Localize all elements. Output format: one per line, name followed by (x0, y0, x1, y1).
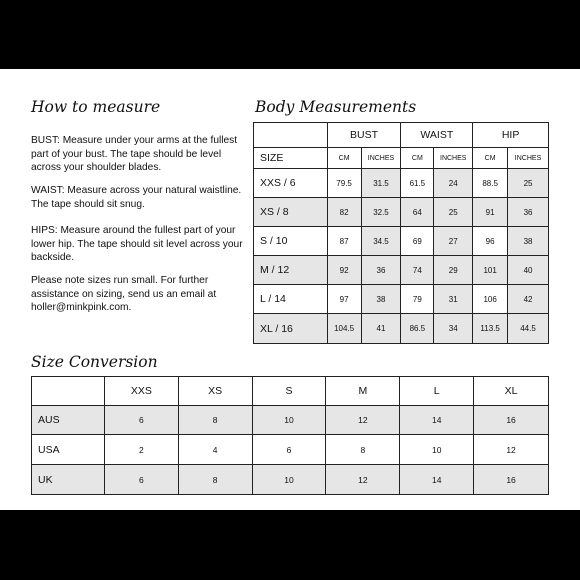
group-hip: HIP (473, 123, 549, 148)
conversion-cell: 8 (178, 465, 252, 495)
measurement-cell: 74 (401, 256, 434, 285)
size-label: M / 12 (254, 256, 328, 285)
corner-cell (254, 123, 328, 148)
size-header: XL (474, 377, 549, 406)
table-row (254, 169, 549, 198)
conversion-cell: 16 (474, 465, 549, 495)
measurement-cell: 101 (473, 256, 508, 285)
measurement-cell: 97 (327, 285, 361, 314)
measurement-cell: 69 (401, 227, 434, 256)
measurement-cell: 86.5 (401, 314, 434, 344)
conversion-cell: 6 (252, 435, 326, 465)
table-row (32, 435, 549, 465)
measurement-cell: 34 (434, 314, 473, 344)
body-measurements-title: Body Measurements (255, 98, 417, 116)
conversion-cell: 2 (104, 435, 178, 465)
unit-header: CM (327, 148, 361, 169)
unit-header: INCHES (361, 148, 401, 169)
size-header: XXS (104, 377, 178, 406)
measurement-cell: 38 (508, 227, 549, 256)
measurement-cell: 91 (473, 198, 508, 227)
measurement-cell: 44.5 (508, 314, 549, 344)
table-row (254, 256, 549, 285)
unit-header: CM (401, 148, 434, 169)
conversion-cell: 16 (474, 406, 549, 435)
conversion-cell: 8 (178, 406, 252, 435)
size-label: L / 14 (254, 285, 328, 314)
measurement-cell: 61.5 (401, 169, 434, 198)
size-label: XXS / 6 (254, 169, 328, 198)
measurement-cell: 38 (361, 285, 401, 314)
units-header-row (254, 148, 549, 169)
unit-header: INCHES (434, 148, 473, 169)
measurement-cell: 64 (401, 198, 434, 227)
bust-instructions: BUST: Measure under your arms at the fullest part of your bust. The tape should be level across your shoulder blades. (31, 135, 238, 173)
group-waist: WAIST (401, 123, 473, 148)
size-conversion-table (31, 376, 549, 495)
size-label: XS / 8 (254, 198, 328, 227)
measurement-cell: 25 (508, 169, 549, 198)
measurement-cell: 36 (508, 198, 549, 227)
size-header: L (400, 377, 474, 406)
conversion-cell: 10 (252, 406, 326, 435)
size-column-header: SIZE (254, 148, 328, 169)
measurement-cell: 24 (434, 169, 473, 198)
measurement-cell: 40 (508, 256, 549, 285)
measurement-cell: 79.5 (327, 169, 361, 198)
size-header: XS (178, 377, 252, 406)
measurement-cell: 31 (434, 285, 473, 314)
measurement-cell: 96 (473, 227, 508, 256)
size-header: M (326, 377, 400, 406)
measurement-cell: 106 (473, 285, 508, 314)
conversion-cell: 8 (326, 435, 400, 465)
conversion-cell: 4 (178, 435, 252, 465)
measurement-cell: 34.5 (361, 227, 401, 256)
conversion-cell: 6 (104, 465, 178, 495)
conversion-cell: 12 (326, 406, 400, 435)
size-label: XL / 16 (254, 314, 328, 344)
size-label: S / 10 (254, 227, 328, 256)
measurement-cell: 27 (434, 227, 473, 256)
hips-instructions: HIPS: Measure around the fullest part of your lower hip. The tape should sit level across your backside. (31, 225, 243, 263)
size-guide-sheet (0, 69, 580, 510)
table-row (32, 406, 549, 435)
size-header: S (252, 377, 326, 406)
measurement-cell: 41 (361, 314, 401, 344)
measurement-cell: 31.5 (361, 169, 401, 198)
conversion-cell: 12 (474, 435, 549, 465)
corner-cell (32, 377, 105, 406)
how-to-measure-title: How to measure (31, 98, 161, 116)
measurement-cell: 36 (361, 256, 401, 285)
sizing-note: Please note sizes run small. For further assistance on sizing, send us an email at holler@minkpink.com. (31, 275, 217, 313)
measurement-cell: 25 (434, 198, 473, 227)
measurement-cell: 104.5 (327, 314, 361, 344)
measurement-cell: 92 (327, 256, 361, 285)
conversion-cell: 12 (326, 465, 400, 495)
conversion-cell: 10 (252, 465, 326, 495)
size-header-row (32, 377, 549, 406)
size-conversion-title: Size Conversion (31, 353, 158, 371)
table-row (254, 198, 549, 227)
unit-header: INCHES (508, 148, 549, 169)
measurement-cell: 88.5 (473, 169, 508, 198)
table-row (254, 285, 549, 314)
country-label: UK (32, 465, 105, 495)
measurement-cell: 113.5 (473, 314, 508, 344)
group-bust: BUST (327, 123, 401, 148)
waist-instructions: WAIST: Measure across your natural waistline. The tape should sit snug. (31, 185, 242, 210)
measurement-cell: 32.5 (361, 198, 401, 227)
country-label: USA (32, 435, 105, 465)
conversion-cell: 14 (400, 465, 474, 495)
table-row (254, 314, 549, 344)
conversion-cell: 14 (400, 406, 474, 435)
measurement-cell: 87 (327, 227, 361, 256)
measurement-cell: 79 (401, 285, 434, 314)
conversion-cell: 10 (400, 435, 474, 465)
measurement-cell: 42 (508, 285, 549, 314)
country-label: AUS (32, 406, 105, 435)
measurement-cell: 29 (434, 256, 473, 285)
unit-header: CM (473, 148, 508, 169)
body-measurements-table (253, 122, 549, 344)
table-row (32, 465, 549, 495)
table-row (254, 227, 549, 256)
measurement-group-header-row (254, 123, 549, 148)
measurement-cell: 82 (327, 198, 361, 227)
conversion-cell: 6 (104, 406, 178, 435)
